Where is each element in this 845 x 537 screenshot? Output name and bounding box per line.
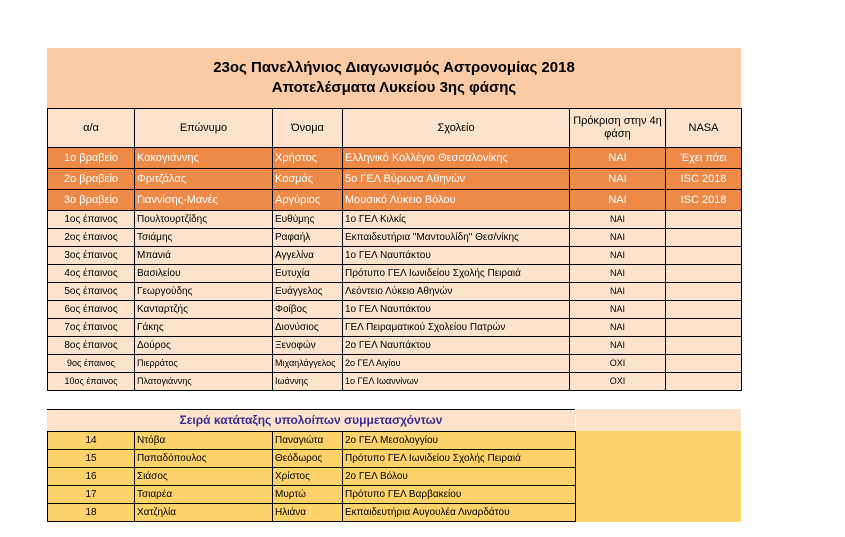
school-cell: 2ο ΓΕΛ Ναυπάκτου <box>343 337 570 355</box>
name-cell: Διονύσιος <box>273 319 343 337</box>
rank-cell: 2ος έπαινος <box>48 229 135 247</box>
surname-cell: Γεωργούδης <box>135 283 273 301</box>
school-cell: 5ο ΓΕΛ Βύρωνα Αθηνών <box>343 169 570 190</box>
phase4-cell: ΟΧΙ <box>570 373 666 391</box>
nasa-cell <box>666 301 742 319</box>
name-cell: Αργύριος <box>273 190 343 211</box>
rest-title: Σειρά κατάταξης υπολοίπων συμμετασχόντων <box>47 409 575 431</box>
position-cell: 16 <box>48 468 135 486</box>
rest-table <box>47 431 576 522</box>
rank-cell: 9ος έπαινος <box>48 355 135 373</box>
header-cell-nasa: NASA <box>666 109 742 148</box>
table-row <box>48 283 742 301</box>
position-cell: 14 <box>48 432 135 450</box>
surname-cell: Σιάσος <box>135 468 273 486</box>
nasa-cell: ISC 2018 <box>666 190 742 211</box>
rank-cell: 1ο βραβείο <box>48 148 135 169</box>
table-row <box>48 169 742 190</box>
header-row <box>48 109 742 148</box>
nasa-cell <box>666 211 742 229</box>
phase4-cell: ΝΑΙ <box>570 229 666 247</box>
school-cell: Εκπαιδευτήρια "Μαντουλίδη" Θεσ/νίκης <box>343 229 570 247</box>
name-cell: Ξενοφών <box>273 337 343 355</box>
nasa-cell <box>666 229 742 247</box>
table-row <box>48 190 742 211</box>
table-row <box>48 247 742 265</box>
name-cell: Χρήστος <box>273 148 343 169</box>
name-cell: Ραφαήλ <box>273 229 343 247</box>
school-cell: Εκπαιδευτήρια Αυγουλέα Λιναρδάτου <box>343 504 576 522</box>
rank-cell: 7ος έπαινος <box>48 319 135 337</box>
school-cell: Ελληνικό Κολλέγιο Θεσσαλονίκης <box>343 148 570 169</box>
school-cell: 2ο ΓΕΛ Αιγίου <box>343 355 570 373</box>
surname-cell: Παπαδόπουλος <box>135 450 273 468</box>
table-row <box>48 211 742 229</box>
position-cell: 18 <box>48 504 135 522</box>
rank-cell: 3ο βραβείο <box>48 190 135 211</box>
title-line-1: 23ος Πανελλήνιος Διαγωνισμός Αστρονομίας 2018 <box>213 59 575 76</box>
surname-cell: Πιερράτος <box>135 355 273 373</box>
table-row <box>48 432 576 450</box>
name-cell: Φοίβος <box>273 301 343 319</box>
name-cell: Αγγελίνα <box>273 247 343 265</box>
table-row <box>48 265 742 283</box>
phase4-cell: ΝΑΙ <box>570 337 666 355</box>
title-line-2: Αποτελέσματα Λυκείου 3ης φάσης <box>271 79 517 96</box>
nasa-cell <box>666 283 742 301</box>
school-cell: 1ο ΓΕΛ Ιωαννίνων <box>343 373 570 391</box>
header-cell-surname: Επώνυμο <box>135 109 273 148</box>
surname-cell: Δούρος <box>135 337 273 355</box>
phase4-cell: ΝΑΙ <box>570 148 666 169</box>
surname-cell: Γάκης <box>135 319 273 337</box>
phase4-cell: ΝΑΙ <box>570 247 666 265</box>
phase4-cell: ΝΑΙ <box>570 265 666 283</box>
table-row <box>48 337 742 355</box>
rank-cell: 3ος έπαινος <box>48 247 135 265</box>
header-cell-name: Όνομα <box>273 109 343 148</box>
phase4-cell: ΝΑΙ <box>570 190 666 211</box>
rest-side-fill <box>576 431 741 522</box>
school-cell: 2ο ΓΕΛ Βόλου <box>343 468 576 486</box>
name-cell: Μυρτώ <box>273 486 343 504</box>
header-cell-index: α/α <box>48 109 135 148</box>
rest-title-fill <box>576 409 741 431</box>
school-cell: Πρότυπο ΓΕΛ Ιωνιδείου Σχολής Πειραιά <box>343 450 576 468</box>
name-cell: Θεόδωρος <box>273 450 343 468</box>
header-cell-school: Σχολείο <box>343 109 570 148</box>
school-cell: 1ο ΓΕΛ Ναυπάκτου <box>343 247 570 265</box>
name-cell: Ιωάννης <box>273 373 343 391</box>
rank-cell: 10ος έπαινος <box>48 373 135 391</box>
table-row <box>48 355 742 373</box>
nasa-cell <box>666 247 742 265</box>
name-cell: Ευτυχία <box>273 265 343 283</box>
school-cell: Μουσικό Λύκειο Βόλου <box>343 190 570 211</box>
rank-cell: 8ος έπαινος <box>48 337 135 355</box>
results-table <box>47 108 742 391</box>
table-row <box>48 229 742 247</box>
name-cell: Μιχαηλάγγελος <box>273 355 343 373</box>
surname-cell: Τσιάμης <box>135 229 273 247</box>
table-row <box>48 148 742 169</box>
nasa-cell <box>666 337 742 355</box>
table-row <box>48 319 742 337</box>
table-row <box>48 450 576 468</box>
table-row <box>48 301 742 319</box>
table-row <box>48 468 576 486</box>
surname-cell: Ντόβα <box>135 432 273 450</box>
name-cell: Παναγιώτα <box>273 432 343 450</box>
surname-cell: Κανταρτζής <box>135 301 273 319</box>
rank-cell: 5ος έπαινος <box>48 283 135 301</box>
nasa-cell: Έχει πάει <box>666 148 742 169</box>
surname-cell: Φριτζάλας <box>135 169 273 190</box>
table-row <box>48 486 576 504</box>
phase4-cell: ΝΑΙ <box>570 211 666 229</box>
school-cell: ΓΕΛ Πειραματικού Σχολείου Πατρών <box>343 319 570 337</box>
school-cell: 1ο ΓΕΛ Ναυπάκτου <box>343 301 570 319</box>
surname-cell: Γιαννίσης-Μανές <box>135 190 273 211</box>
nasa-cell <box>666 265 742 283</box>
rank-cell: 1ος έπαινος <box>48 211 135 229</box>
table-row <box>48 504 576 522</box>
name-cell: Ευάγγελος <box>273 283 343 301</box>
surname-cell: Πουλτουρτζίδης <box>135 211 273 229</box>
surname-cell: Κακογιάννης <box>135 148 273 169</box>
nasa-cell <box>666 319 742 337</box>
name-cell: Ευθύμης <box>273 211 343 229</box>
phase4-cell: ΝΑΙ <box>570 301 666 319</box>
phase4-cell: ΝΑΙ <box>570 283 666 301</box>
name-cell: Χρίστος <box>273 468 343 486</box>
phase4-cell: ΝΑΙ <box>570 319 666 337</box>
position-cell: 15 <box>48 450 135 468</box>
school-cell: Λεόντειο Λύκειο Αθηνών <box>343 283 570 301</box>
nasa-cell <box>666 355 742 373</box>
surname-cell: Πλατογιάννης <box>135 373 273 391</box>
school-cell: 1ο ΓΕΛ Κιλκίς <box>343 211 570 229</box>
school-cell: Πρότυπο ΓΕΛ Ιωνιδείου Σχολής Πειραιά <box>343 265 570 283</box>
surname-cell: Βασιλείου <box>135 265 273 283</box>
nasa-cell: ISC 2018 <box>666 169 742 190</box>
phase4-cell: ΟΧΙ <box>570 355 666 373</box>
name-cell: Κοσμάς <box>273 169 343 190</box>
header-cell-phase4: Πρόκριση στην 4η φάση <box>570 109 666 148</box>
position-cell: 17 <box>48 486 135 504</box>
title-box <box>47 48 741 108</box>
rank-cell: 2ο βραβείο <box>48 169 135 190</box>
surname-cell: Μπανιά <box>135 247 273 265</box>
phase4-cell: ΝΑΙ <box>570 169 666 190</box>
rank-cell: 4ος έπαινος <box>48 265 135 283</box>
surname-cell: Τσιαρέα <box>135 486 273 504</box>
nasa-cell <box>666 373 742 391</box>
name-cell: Ηλιάνα <box>273 504 343 522</box>
rank-cell: 6ος έπαινος <box>48 301 135 319</box>
school-cell: Πρότυπο ΓΕΛ Βαρβακείου <box>343 486 576 504</box>
table-row <box>48 373 742 391</box>
school-cell: 2ο ΓΕΛ Μεσολογγίου <box>343 432 576 450</box>
surname-cell: Χατζηλία <box>135 504 273 522</box>
